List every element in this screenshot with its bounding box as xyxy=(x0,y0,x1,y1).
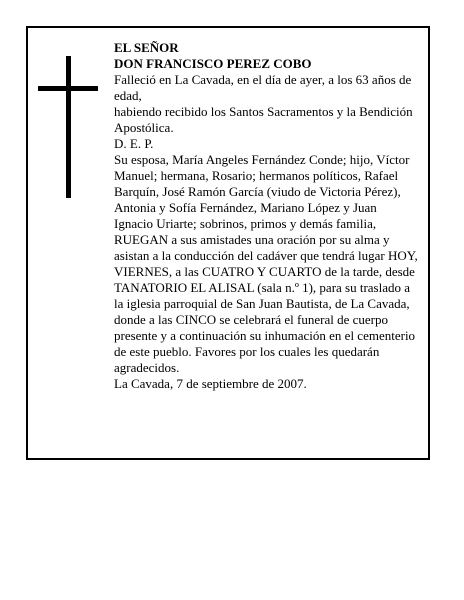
sacraments-line: habiendo recibido los Santos Sacramentos y la Bendición Apostólica. xyxy=(114,104,413,135)
obituary-notice xyxy=(26,26,430,460)
death-announcement: Falleció en La Cavada, en el día de ayer, a los 63 años de edad, xyxy=(114,72,412,103)
cross-vertical-bar xyxy=(66,56,71,198)
deceased-name: DON FRANCISCO PEREZ COBO xyxy=(114,56,312,71)
cross-horizontal-bar xyxy=(38,86,98,91)
notice-title: EL SEÑOR xyxy=(114,40,179,55)
notice-text xyxy=(114,40,418,392)
notice-body: Su esposa, María Angeles Fernández Conde; hijo, Víctor Manuel; hermana, Rosario; hermanos políticos, Rafael Barquín, José Ramón García (viudo de Victoria Pérez), Antonia y Sofía Fernández, Mariano López y Juan Ignacio Uriarte; sobrinos, primos y demás familia, RUEGAN a sus amistades una oración por su alma y asistan a la conducción del cadáver que tendrá lugar HOY, VIERNES, a las CUATRO Y CUARTO de la tarde, desde TANATORIO EL ALISAL (sala n.º 1), para su traslado a la iglesia parroquial de San Juan Bautista, de La Cavada, donde a las CINCO se celebrará el funeral de cuerpo presente y a continuación su inhumación en el cementerio de este pueblo. Favores por los cuales les quedarán agradecidos. xyxy=(114,152,418,375)
cross-icon xyxy=(38,56,98,198)
rip-line: D. E. P. xyxy=(114,136,154,151)
place-date: La Cavada, 7 de septiembre de 2007. xyxy=(114,376,307,391)
